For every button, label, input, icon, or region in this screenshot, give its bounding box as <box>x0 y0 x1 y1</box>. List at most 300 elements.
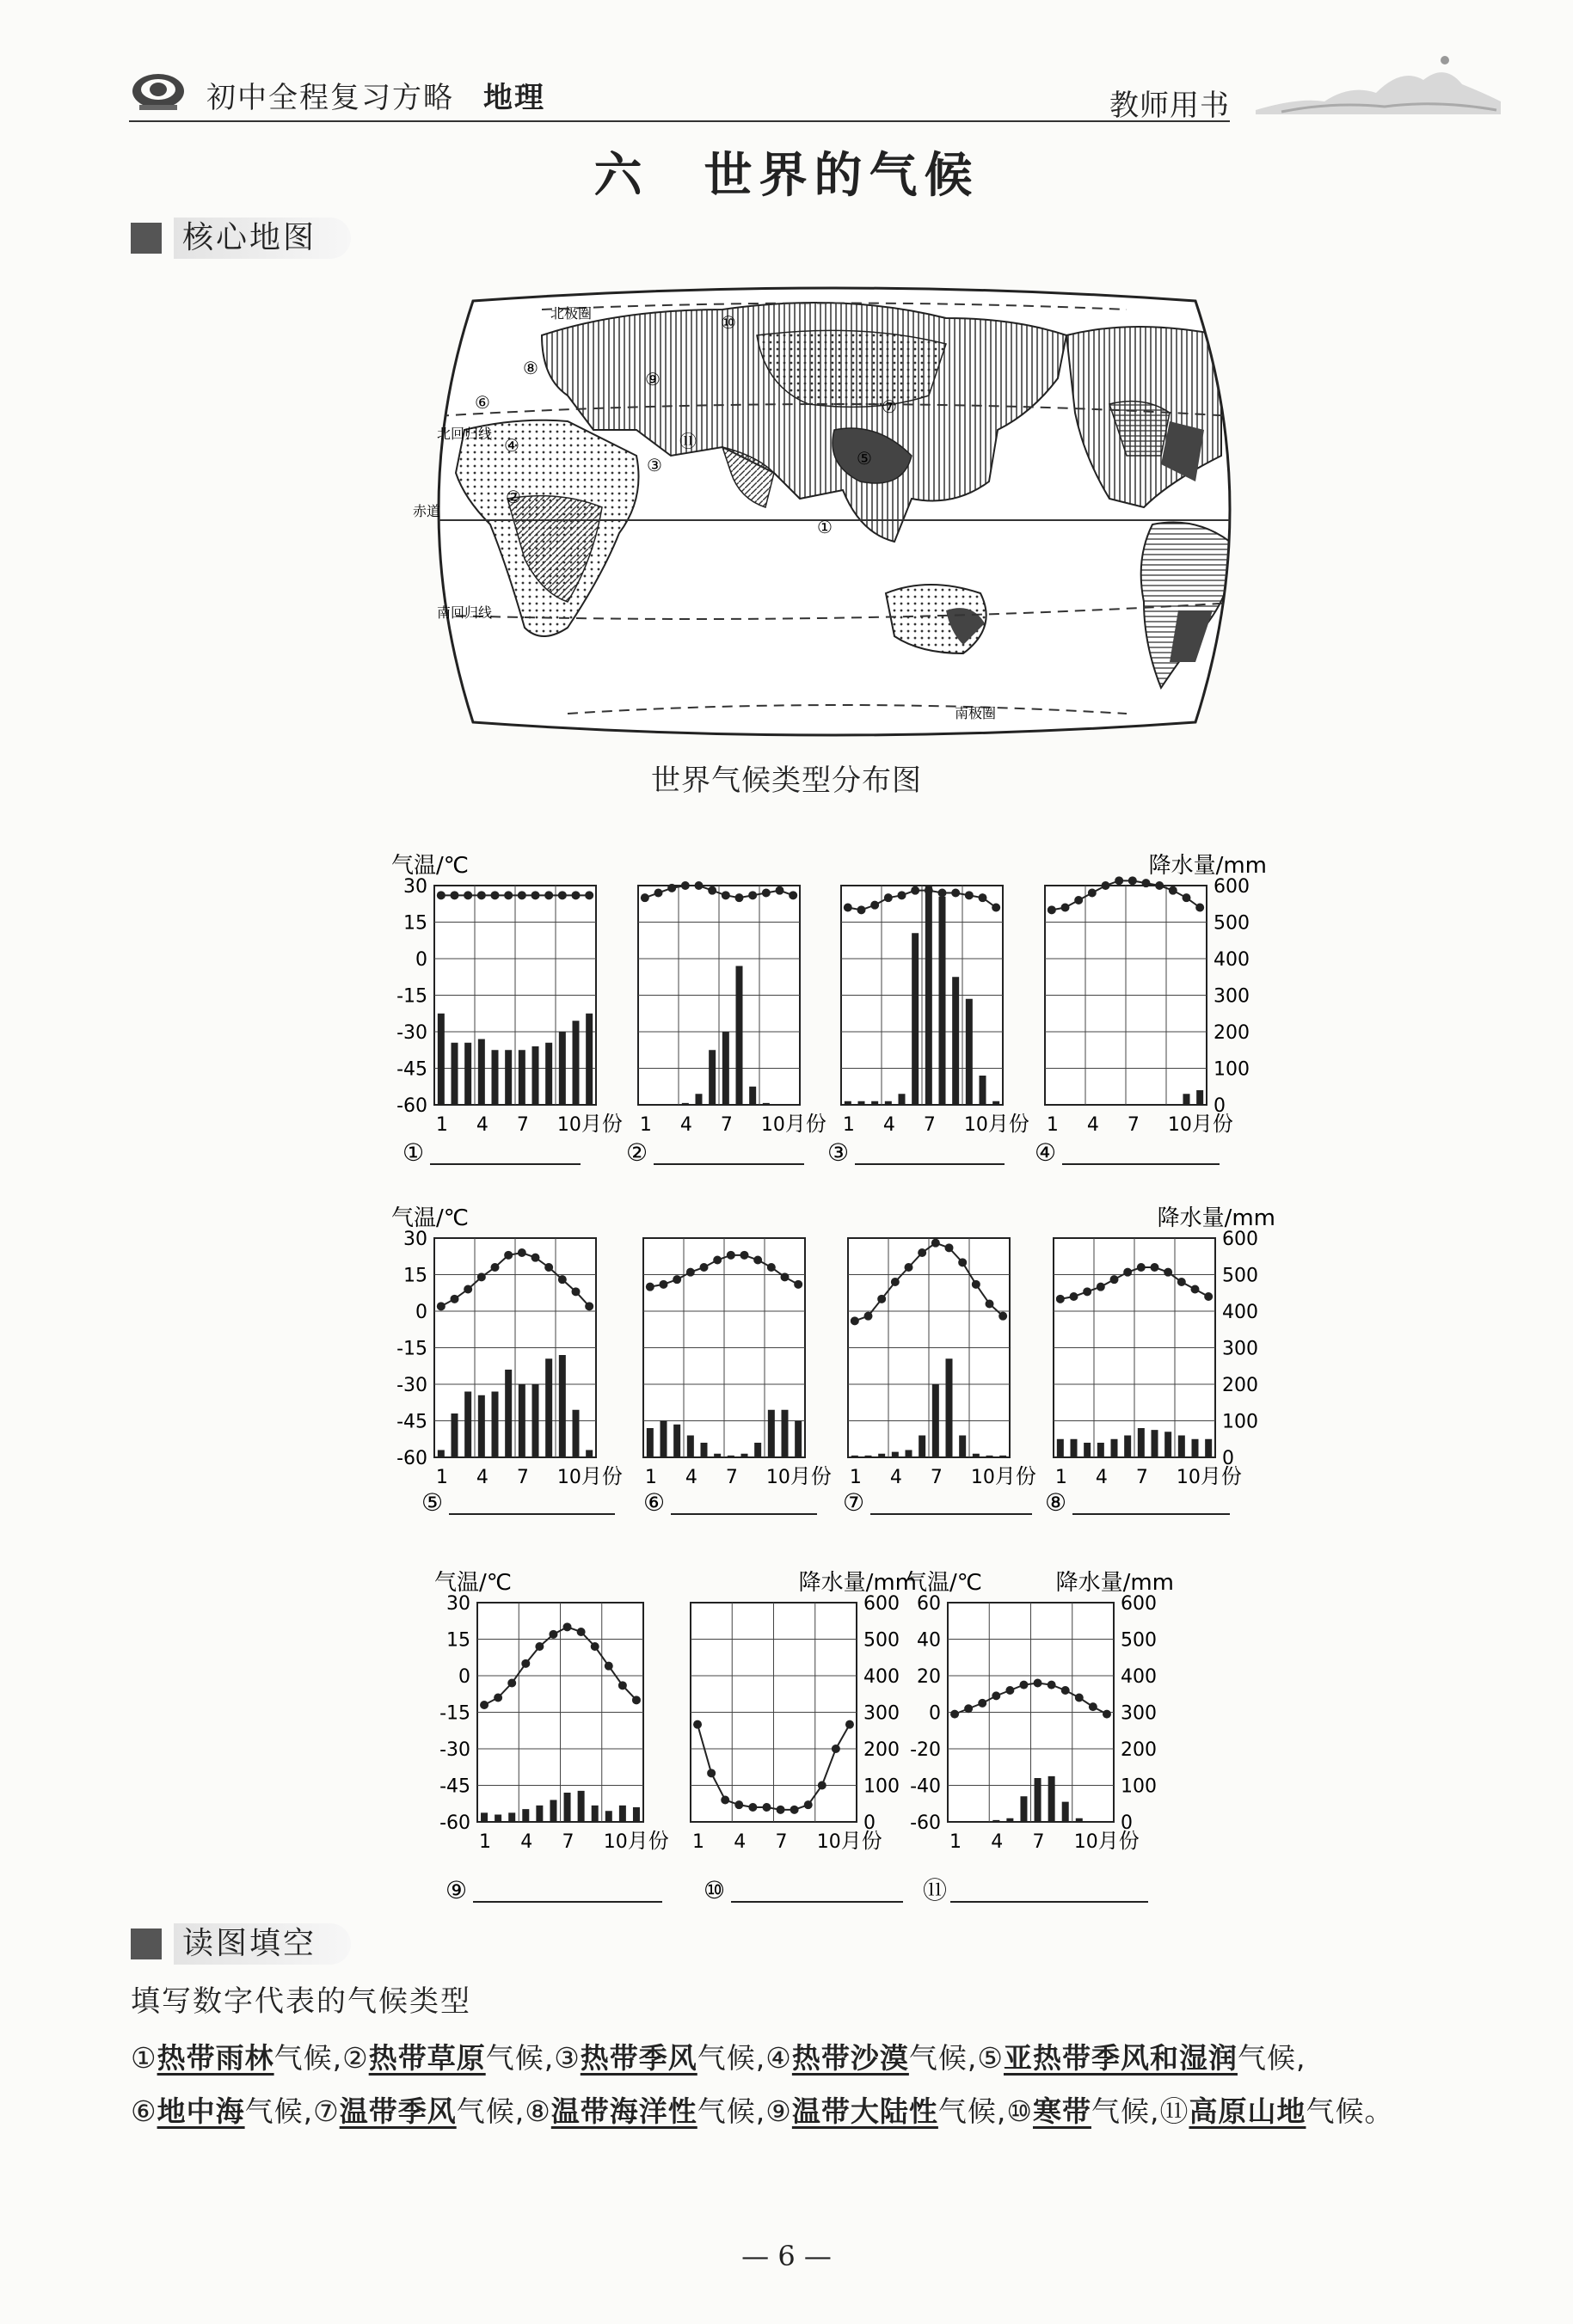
chart-number: ⑨ <box>445 1876 468 1904</box>
precip-bar <box>885 1101 892 1105</box>
precip-bar <box>478 1039 485 1106</box>
month-tick-label: 10 <box>970 1467 995 1488</box>
precip-bar <box>1138 1428 1145 1457</box>
temp-point <box>549 1630 557 1639</box>
answer-value: 温带季风 <box>339 2094 457 2128</box>
temp-axis-title: 气温/℃ <box>905 1570 982 1596</box>
precip-bar <box>492 1392 499 1458</box>
precip-bar <box>696 1094 703 1105</box>
temp-point <box>632 1695 641 1704</box>
answer-suffix: 气候 <box>697 2094 756 2128</box>
equator-label: 赤道 <box>413 503 441 519</box>
publisher-logo <box>129 69 187 113</box>
temp-point <box>641 893 649 902</box>
temp-point <box>1183 893 1191 902</box>
month-tick-label: 7 <box>1135 1467 1148 1488</box>
precip-bar <box>919 1436 925 1458</box>
month-tick-label: 7 <box>720 1114 733 1136</box>
month-tick-label: 4 <box>1095 1467 1108 1488</box>
temp-point <box>1102 881 1110 890</box>
temp-tick-label: -40 <box>910 1775 941 1798</box>
temp-point <box>585 1302 593 1310</box>
temp-axis-title: 气温/℃ <box>434 1570 512 1596</box>
precip-bar <box>586 1014 593 1105</box>
temp-point <box>646 1283 654 1291</box>
month-axis-title: 月份 <box>627 1829 669 1853</box>
precip-bar <box>452 1043 458 1105</box>
section-heading-core-map <box>131 218 351 259</box>
temp-point <box>789 891 797 899</box>
month-tick-label: 10 <box>760 1114 785 1136</box>
antarctic-circle-label: 南极圈 <box>955 705 997 721</box>
temp-tick-label: 30 <box>403 876 427 898</box>
precip-bar <box>495 1815 501 1823</box>
chart-number: ① <box>402 1138 425 1167</box>
precip-bar <box>946 1358 953 1457</box>
month-tick-label: 10 <box>816 1831 841 1853</box>
temp-point <box>480 1701 488 1709</box>
precip-bar <box>966 999 973 1105</box>
precip-bar <box>1097 1443 1104 1457</box>
temp-point <box>735 893 744 902</box>
temp-point <box>518 1248 526 1257</box>
temp-point <box>1110 1275 1119 1284</box>
temp-tick-label: 15 <box>403 912 427 935</box>
precip-bar <box>906 1450 912 1458</box>
month-tick-label: 4 <box>882 1114 895 1136</box>
month-tick-label: 4 <box>889 1467 902 1488</box>
temp-point <box>504 1251 513 1260</box>
precip-bar <box>578 1791 585 1822</box>
month-tick-label: 10 <box>765 1467 790 1488</box>
temp-point <box>1061 904 1070 912</box>
precip-bar <box>492 1050 499 1105</box>
temp-point <box>451 891 459 899</box>
precip-bar <box>763 1103 770 1105</box>
temp-point <box>776 886 784 895</box>
precip-bar <box>1192 1439 1199 1457</box>
answer-line-1: ①热带雨林气候,②热带草原气候,③热带季风气候,④热带沙漠气候,⑤亚热带季风和湿润气候, <box>131 2041 1306 2075</box>
temp-point <box>1103 1710 1111 1719</box>
map-marker-10: ⑩ <box>721 312 736 333</box>
precip-bar <box>858 1101 865 1105</box>
precip-bar <box>505 1370 512 1457</box>
precip-bar <box>647 1428 654 1457</box>
precip-bar <box>912 933 919 1105</box>
tropic-capricorn-label: 南回归线 <box>437 604 493 621</box>
month-tick-label: 7 <box>562 1831 575 1853</box>
month-tick-label: 1 <box>435 1467 448 1488</box>
month-tick-label: 10 <box>556 1467 581 1488</box>
temp-point <box>998 1312 1007 1321</box>
month-axis-title: 月份 <box>581 1464 623 1488</box>
instructions: 填写数字代表的气候类型 <box>131 1984 471 2019</box>
temp-point <box>507 1679 516 1688</box>
precip-bar <box>736 966 743 1106</box>
temp-point <box>521 1659 530 1668</box>
precip-tick-label: 0 <box>1214 1095 1226 1117</box>
chart-number: ④ <box>1035 1138 1057 1167</box>
precip-bar <box>992 1101 999 1105</box>
temp-point <box>781 1272 790 1281</box>
answer-value: 寒带 <box>1032 2094 1091 2128</box>
temp-point <box>748 1803 757 1812</box>
temp-point <box>1019 1681 1028 1689</box>
temp-tick-label: 0 <box>929 1702 941 1725</box>
precip-tick-label: 200 <box>1121 1739 1157 1761</box>
answer-suffix: 气候 <box>273 2041 333 2075</box>
precip-bar <box>714 1454 721 1457</box>
precip-tick-label: 300 <box>863 1702 900 1725</box>
temp-point <box>1097 1283 1105 1291</box>
map-marker-8: ⑧ <box>523 358 538 378</box>
temp-point <box>544 891 553 899</box>
map-marker-9: ⑨ <box>645 369 661 389</box>
map-marker-3: ③ <box>647 455 662 475</box>
temp-point <box>572 891 581 899</box>
section-heading-read-map <box>131 1923 351 1965</box>
precip-bar <box>586 1450 593 1458</box>
temp-point <box>1048 905 1056 914</box>
answer-num: ④ <box>765 2041 792 2075</box>
temp-point <box>535 1642 544 1651</box>
precip-bar <box>892 1452 899 1457</box>
chart-number: ⑥ <box>643 1488 666 1517</box>
temp-point <box>992 1691 1000 1700</box>
precip-bar <box>932 1384 939 1457</box>
temp-point <box>721 1796 729 1805</box>
page-number: — 6 — <box>741 2240 832 2272</box>
precip-bar <box>925 886 932 1105</box>
precip-tick-label: 100 <box>1214 1058 1250 1081</box>
precip-tick-label: 500 <box>863 1629 900 1652</box>
temp-point <box>708 886 716 895</box>
temp-point <box>794 1280 802 1289</box>
map-marker-11: ⑪ <box>679 431 697 451</box>
month-tick-label: 4 <box>476 1467 488 1488</box>
answer-line-2: ⑥地中海气候,⑦温带季风气候,⑧温带海洋性气候,⑨温带大陆性气候,⑩寒带气候,⑪高原山地气候。 <box>131 2094 1394 2128</box>
month-tick-label: 4 <box>520 1831 533 1853</box>
temp-point <box>686 1268 695 1277</box>
temp-point <box>951 889 960 898</box>
precip-bar <box>878 1454 885 1457</box>
temp-point <box>857 905 866 914</box>
precip-bar <box>999 1456 1006 1457</box>
temp-point <box>986 1300 994 1309</box>
temp-point <box>753 1256 762 1265</box>
precip-bar <box>452 1413 458 1457</box>
month-axis-title: 月份 <box>784 1112 826 1136</box>
temp-point <box>437 1302 445 1310</box>
answer-suffix: 气候 <box>485 2041 544 2075</box>
temp-point <box>707 1769 716 1777</box>
answer-value: 热带草原 <box>368 2041 486 2075</box>
header-rule <box>129 120 1230 122</box>
temp-tick-label: -15 <box>439 1702 470 1725</box>
temp-point <box>1128 876 1137 885</box>
precip-tick-label: 0 <box>863 1812 876 1834</box>
temp-point <box>494 1694 502 1702</box>
temp-point <box>1089 1702 1097 1711</box>
precip-tick-label: 500 <box>1214 912 1250 935</box>
month-tick-label: 10 <box>556 1114 581 1136</box>
temp-point <box>1137 1263 1146 1272</box>
answer-value: 热带雨林 <box>157 2041 274 2075</box>
precip-bar <box>939 897 946 1105</box>
temp-point <box>931 1239 940 1248</box>
temp-point <box>918 1248 926 1257</box>
temp-point <box>1034 1679 1042 1688</box>
temp-point <box>1195 904 1204 912</box>
temp-point <box>1088 889 1097 898</box>
temp-tick-label: -15 <box>396 985 427 1008</box>
temp-point <box>762 889 771 898</box>
header-edition: 教师用书 <box>1109 89 1230 123</box>
temp-point <box>532 891 540 899</box>
temp-point <box>762 1803 771 1812</box>
month-tick-label: 1 <box>842 1114 855 1136</box>
temp-point <box>938 889 947 898</box>
month-tick-label: 7 <box>923 1114 936 1136</box>
precip-bar <box>782 1410 789 1457</box>
temp-tick-label: 40 <box>917 1629 941 1652</box>
temp-tick-label: -60 <box>910 1812 941 1834</box>
precip-bar <box>728 1456 734 1457</box>
month-tick-label: 4 <box>476 1114 488 1136</box>
precip-bar <box>505 1050 512 1105</box>
map-marker-1: ① <box>817 517 833 537</box>
precip-axis-title: 降水量/mm <box>1055 1570 1174 1596</box>
temp-point <box>605 1662 613 1671</box>
precip-tick-label: 200 <box>1214 1022 1250 1044</box>
temp-point <box>1115 876 1123 885</box>
temp-point <box>767 1263 776 1272</box>
answer-suffix: 气候 <box>937 2094 997 2128</box>
precip-bar <box>592 1806 599 1822</box>
section-marker-icon <box>131 1928 162 1959</box>
precip-bar <box>687 1436 694 1458</box>
month-tick-label: 1 <box>644 1467 657 1488</box>
temp-point <box>618 1681 627 1689</box>
temp-tick-label: -15 <box>396 1338 427 1360</box>
month-axis-title: 月份 <box>581 1112 623 1136</box>
precip-bar <box>464 1043 471 1105</box>
month-tick-label: 7 <box>1032 1831 1045 1853</box>
subject-label: 地理 <box>483 81 545 115</box>
precip-bar <box>464 1392 471 1458</box>
month-tick-label: 10 <box>1167 1114 1192 1136</box>
precip-tick-label: 100 <box>1121 1775 1157 1798</box>
precip-bar <box>573 1410 580 1457</box>
answer-value: 亚热带季风和湿润 <box>1003 2041 1238 2075</box>
precip-bar <box>845 1101 851 1105</box>
temp-tick-label: 0 <box>415 949 427 971</box>
precip-bar <box>871 1101 878 1105</box>
precip-bar <box>1152 1430 1158 1457</box>
answer-num: ⑩ <box>1006 2094 1033 2128</box>
chart-number: ③ <box>827 1138 850 1167</box>
temp-tick-label: 30 <box>403 1229 427 1250</box>
month-axis-title: 月份 <box>840 1829 882 1853</box>
temp-tick-label: -60 <box>396 1095 427 1117</box>
temp-point <box>713 1256 722 1265</box>
precip-bar <box>741 1454 748 1457</box>
month-tick-label: 1 <box>1046 1114 1059 1136</box>
mountain-decoration-icon <box>1247 50 1505 127</box>
month-tick-label: 1 <box>435 1114 448 1136</box>
precip-axis-title: 降水量/mm <box>798 1570 917 1596</box>
temp-point <box>585 891 593 899</box>
precip-tick-label: 0 <box>1121 1812 1133 1834</box>
precip-bar <box>532 1046 539 1105</box>
precip-bar <box>701 1443 708 1457</box>
temp-point <box>673 1275 681 1284</box>
month-axis-title: 月份 <box>987 1112 1029 1136</box>
precip-bar <box>550 1800 556 1823</box>
precip-bar <box>749 1087 756 1105</box>
precip-bar <box>536 1806 543 1822</box>
temp-point <box>558 891 567 899</box>
precip-tick-label: 600 <box>1214 876 1250 898</box>
precip-tick-label: 500 <box>1121 1629 1157 1652</box>
temp-tick-label: -45 <box>396 1058 427 1081</box>
temp-point <box>558 1275 567 1284</box>
precip-bar <box>1164 1432 1171 1457</box>
precip-tick-label: 200 <box>1222 1375 1258 1396</box>
temp-point <box>1083 1287 1091 1296</box>
temp-point <box>870 901 879 910</box>
temp-point <box>654 889 663 898</box>
precip-bar <box>1035 1778 1041 1822</box>
precip-bar <box>959 1436 966 1458</box>
temp-point <box>1048 1681 1056 1689</box>
temp-point <box>727 1251 735 1260</box>
temp-point <box>979 893 987 902</box>
map-marker-4: ④ <box>504 435 519 456</box>
precip-bar <box>1205 1439 1212 1457</box>
precip-bar <box>1124 1436 1131 1458</box>
answer-num: ⑨ <box>765 2094 792 2128</box>
answer-num: ① <box>131 2041 157 2075</box>
answer-suffix: 气候 <box>1237 2041 1296 2075</box>
temp-point <box>667 884 676 892</box>
precip-bar <box>1006 1818 1013 1822</box>
temp-tick-label: -45 <box>439 1775 470 1798</box>
precip-bar <box>986 1456 993 1457</box>
temp-tick-label: -30 <box>439 1739 470 1761</box>
temp-point <box>925 886 933 895</box>
answer-num: ③ <box>554 2041 581 2075</box>
temp-point <box>1155 881 1164 890</box>
precip-bar <box>682 1103 689 1105</box>
precip-axis-title: 降水量/mm <box>1157 1205 1275 1231</box>
temp-point <box>844 904 852 912</box>
precip-bar <box>438 1450 445 1458</box>
precip-bar <box>605 1811 612 1822</box>
precip-bar <box>559 1032 566 1105</box>
answer-suffix: 气候 <box>1091 2094 1150 2128</box>
temp-point <box>504 891 513 899</box>
precip-tick-label: 200 <box>863 1739 900 1761</box>
temp-point <box>832 1745 840 1753</box>
month-tick-label: 7 <box>725 1467 738 1488</box>
precip-bar <box>980 1076 986 1105</box>
month-tick-label: 4 <box>685 1467 697 1488</box>
temp-tick-label: -60 <box>439 1812 470 1834</box>
answer-value: 温带大陆性 <box>791 2094 938 2128</box>
temp-point <box>1191 1285 1200 1294</box>
precip-tick-label: 300 <box>1121 1702 1157 1725</box>
precip-bar <box>481 1812 488 1822</box>
temp-point <box>884 893 893 902</box>
precip-bar <box>573 1021 580 1105</box>
chart-number: ⑦ <box>843 1488 865 1517</box>
temp-point <box>700 1263 709 1272</box>
precip-tick-label: 300 <box>1222 1338 1258 1360</box>
temp-point <box>898 891 906 899</box>
precip-bar <box>478 1395 485 1457</box>
month-axis-title: 月份 <box>994 1464 1036 1488</box>
section-marker-icon <box>131 223 162 254</box>
chart-number: ⑤ <box>421 1488 444 1517</box>
temp-point <box>1074 896 1083 904</box>
temp-point <box>491 891 500 899</box>
precip-bar <box>519 1050 525 1105</box>
temp-point <box>992 904 1000 912</box>
precip-bar <box>754 1443 761 1457</box>
answer-value: 地中海 <box>157 2094 245 2128</box>
answer-num: ⑥ <box>131 2094 157 2128</box>
temp-point <box>945 1243 954 1252</box>
page-title: 六 世界的气候 <box>593 147 980 204</box>
temp-point <box>748 891 757 899</box>
header-book-title <box>206 74 545 116</box>
month-tick-label: 4 <box>679 1114 692 1136</box>
month-axis-title: 月份 <box>1097 1829 1140 1853</box>
answer-value: 高原山地 <box>1189 2094 1306 2128</box>
month-axis-title: 月份 <box>1200 1464 1242 1488</box>
precip-tick-label: 600 <box>863 1593 900 1615</box>
temp-point <box>1164 1268 1172 1277</box>
month-tick-label: 4 <box>1086 1114 1099 1136</box>
precip-tick-label: 400 <box>1222 1302 1258 1323</box>
arctic-circle-label: 北极圈 <box>550 305 593 322</box>
temp-point <box>950 1710 959 1719</box>
month-tick-label: 1 <box>949 1831 962 1853</box>
precip-bar <box>438 1014 445 1105</box>
temp-tick-label: 60 <box>917 1593 941 1615</box>
answer-value: 热带季风 <box>580 2041 697 2075</box>
month-axis-title: 月份 <box>1191 1112 1233 1136</box>
map-caption: 世界气候类型分布图 <box>651 763 922 798</box>
month-axis-title: 月份 <box>790 1464 832 1488</box>
precip-tick-label: 300 <box>1214 985 1250 1008</box>
temp-point <box>1056 1295 1065 1303</box>
month-tick-label: 1 <box>639 1114 652 1136</box>
chart-number: ② <box>626 1138 648 1167</box>
map-marker-7: ⑦ <box>882 396 897 417</box>
temp-point <box>911 886 919 895</box>
temp-point <box>464 891 472 899</box>
month-tick-label: 1 <box>849 1467 862 1488</box>
temp-point <box>964 1704 973 1713</box>
precip-bar <box>1178 1436 1185 1458</box>
answer-value: 温带海洋性 <box>550 2094 697 2128</box>
answer-num: ⑧ <box>525 2094 551 2128</box>
precip-bar <box>1071 1439 1078 1457</box>
temp-point <box>451 1295 459 1303</box>
temp-tick-label: 15 <box>446 1629 470 1652</box>
